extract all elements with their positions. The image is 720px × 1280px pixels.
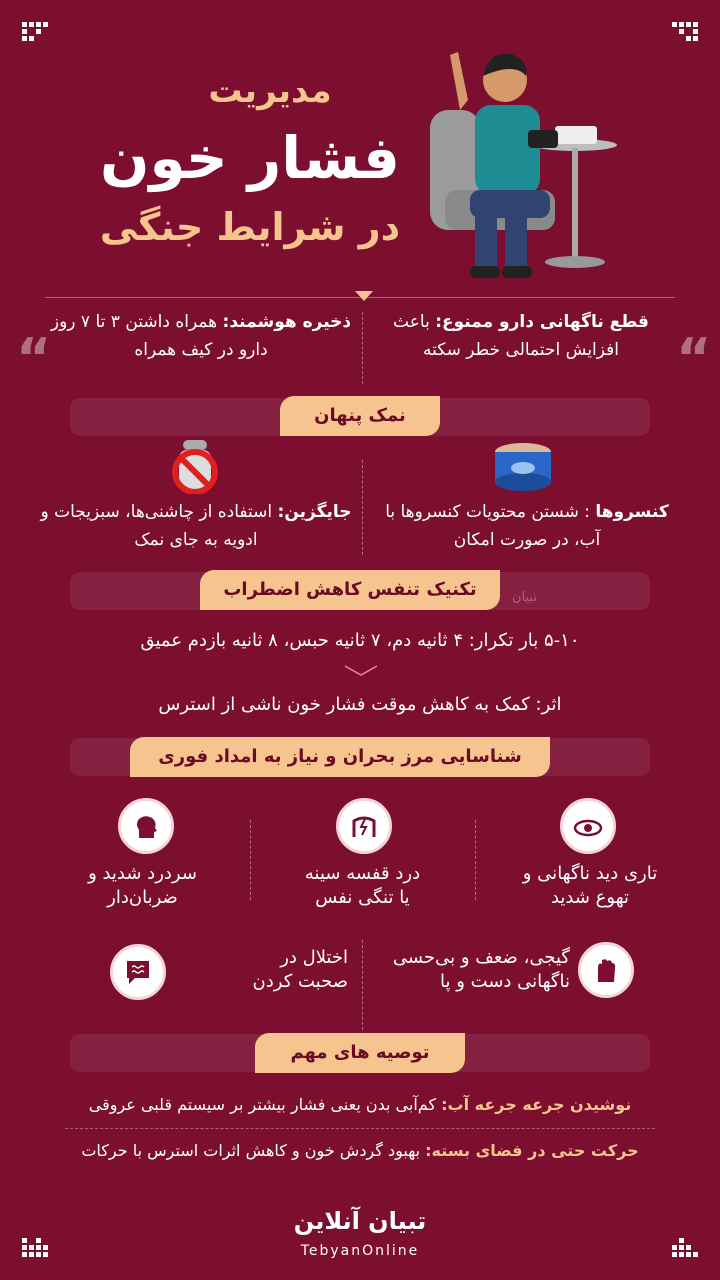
symptom-numbness [372, 946, 570, 994]
corner-ornament [672, 22, 698, 41]
divider [65, 1128, 655, 1129]
intro-smart-storage [50, 308, 352, 364]
watermark: تبیان [512, 590, 537, 605]
breathing-steps: ۵-۱۰ بار تکرار: ۴ ثانیه دم، ۷ ثانیه حبس، ۸ ثانیه بازدم عمیق [140, 630, 580, 651]
tip-bold: نوشیدن جرعه جرعه آب: [441, 1095, 632, 1114]
intro-right-text: باعث افزایش احتمالی خطر سکته [393, 312, 619, 360]
no-salt-icon [165, 438, 225, 494]
symptom-line: ناگهانی دست و پا [440, 971, 570, 992]
section-heading-hidden-salt: نمک پنهان [280, 396, 440, 436]
symptom-line: اختلال در [280, 947, 348, 968]
symptom-line: سردرد شدید و [88, 863, 197, 884]
speech-bubble-icon [110, 944, 166, 1000]
tip-water [10, 1094, 710, 1116]
corner-ornament [22, 1238, 48, 1257]
symptom-line: تاری دید ناگهانی و [522, 863, 658, 884]
logo-persian: تبیان آنلاین [293, 1207, 427, 1235]
chest-pain-icon [336, 798, 392, 854]
canned-food-tip [372, 498, 682, 554]
divider [475, 820, 476, 900]
substitute-bold: جایگزین: [277, 502, 352, 522]
canned-text: : شستن محتویات کنسروها با آب، در صورت امکان [385, 502, 601, 550]
chevron-down-icon [343, 664, 379, 678]
symptom-line: ضربان‌دار [107, 887, 178, 908]
canned-bold: کنسروها [595, 502, 669, 522]
eye-icon [560, 798, 616, 854]
divider [362, 940, 363, 1030]
canned-fish-icon [488, 438, 558, 494]
symptom-chest-pain [260, 862, 465, 910]
title-line-1: مدیریت [208, 71, 332, 111]
breathing-effect: اثر: کمک به کاهش موقت فشار خون ناشی از استرس [158, 694, 562, 715]
man-measuring-blood-pressure-illustration [420, 40, 630, 290]
pointer-triangle [355, 291, 373, 301]
corner-ornament [22, 22, 48, 41]
numb-hand-icon [578, 942, 634, 998]
substitute-text: استفاده از چاشنی‌ها، سبزیجات و ادویه به جای نمک [40, 502, 278, 550]
logo-english: TebyanOnline [300, 1243, 420, 1259]
symptom-speech-disorder [178, 946, 348, 994]
symptom-line: گیجی، ضعف و بی‌حسی [392, 947, 570, 968]
corner-ornament [672, 1238, 698, 1257]
symptom-headache [45, 862, 240, 910]
section-heading-crisis: شناسایی مرز بحران و نیاز به امداد فوری [130, 737, 550, 777]
tip-text: بهبود گردش خون و کاهش اثرات استرس با حرکات [81, 1141, 426, 1160]
symptom-line: تهوع شدید [550, 887, 630, 908]
headache-icon [118, 798, 174, 854]
title-line-3: در شرایط جنگی [99, 205, 401, 249]
quote-icon: “ [676, 327, 712, 390]
intro-left-text: همراه داشتن ۳ تا ۷ روز دارو در کیف همراه [50, 312, 268, 360]
intro-left-bold: ذخیره هوشمند: [222, 312, 352, 332]
symptom-blurred-vision [485, 862, 695, 910]
quote-icon: “ [16, 327, 52, 390]
tip-bold: حرکت حتی در فضای بسته: [425, 1141, 639, 1160]
symptom-line: درد قفسه سینه [304, 863, 421, 884]
tip-movement [10, 1140, 710, 1162]
divider [362, 460, 363, 555]
title-line-2: فشار خون [99, 124, 401, 192]
section-heading-tips: توصیه های مهم [255, 1033, 465, 1073]
intro-right-bold: قطع ناگهانی دارو ممنوع: [435, 312, 649, 332]
symptom-line: صحبت کردن [252, 971, 348, 992]
symptom-line: یا تنگی نفس [315, 887, 410, 908]
section-heading-breathing: تکنیک تنفس کاهش اضطراب [200, 570, 500, 610]
substitute-tip [40, 498, 352, 554]
divider [362, 312, 363, 384]
tip-text: کم‌آبی بدن یعنی فشار بیشتر بر سیستم قلبی عروقی [88, 1095, 442, 1114]
divider [250, 820, 251, 900]
intro-medication-warning [372, 308, 670, 364]
